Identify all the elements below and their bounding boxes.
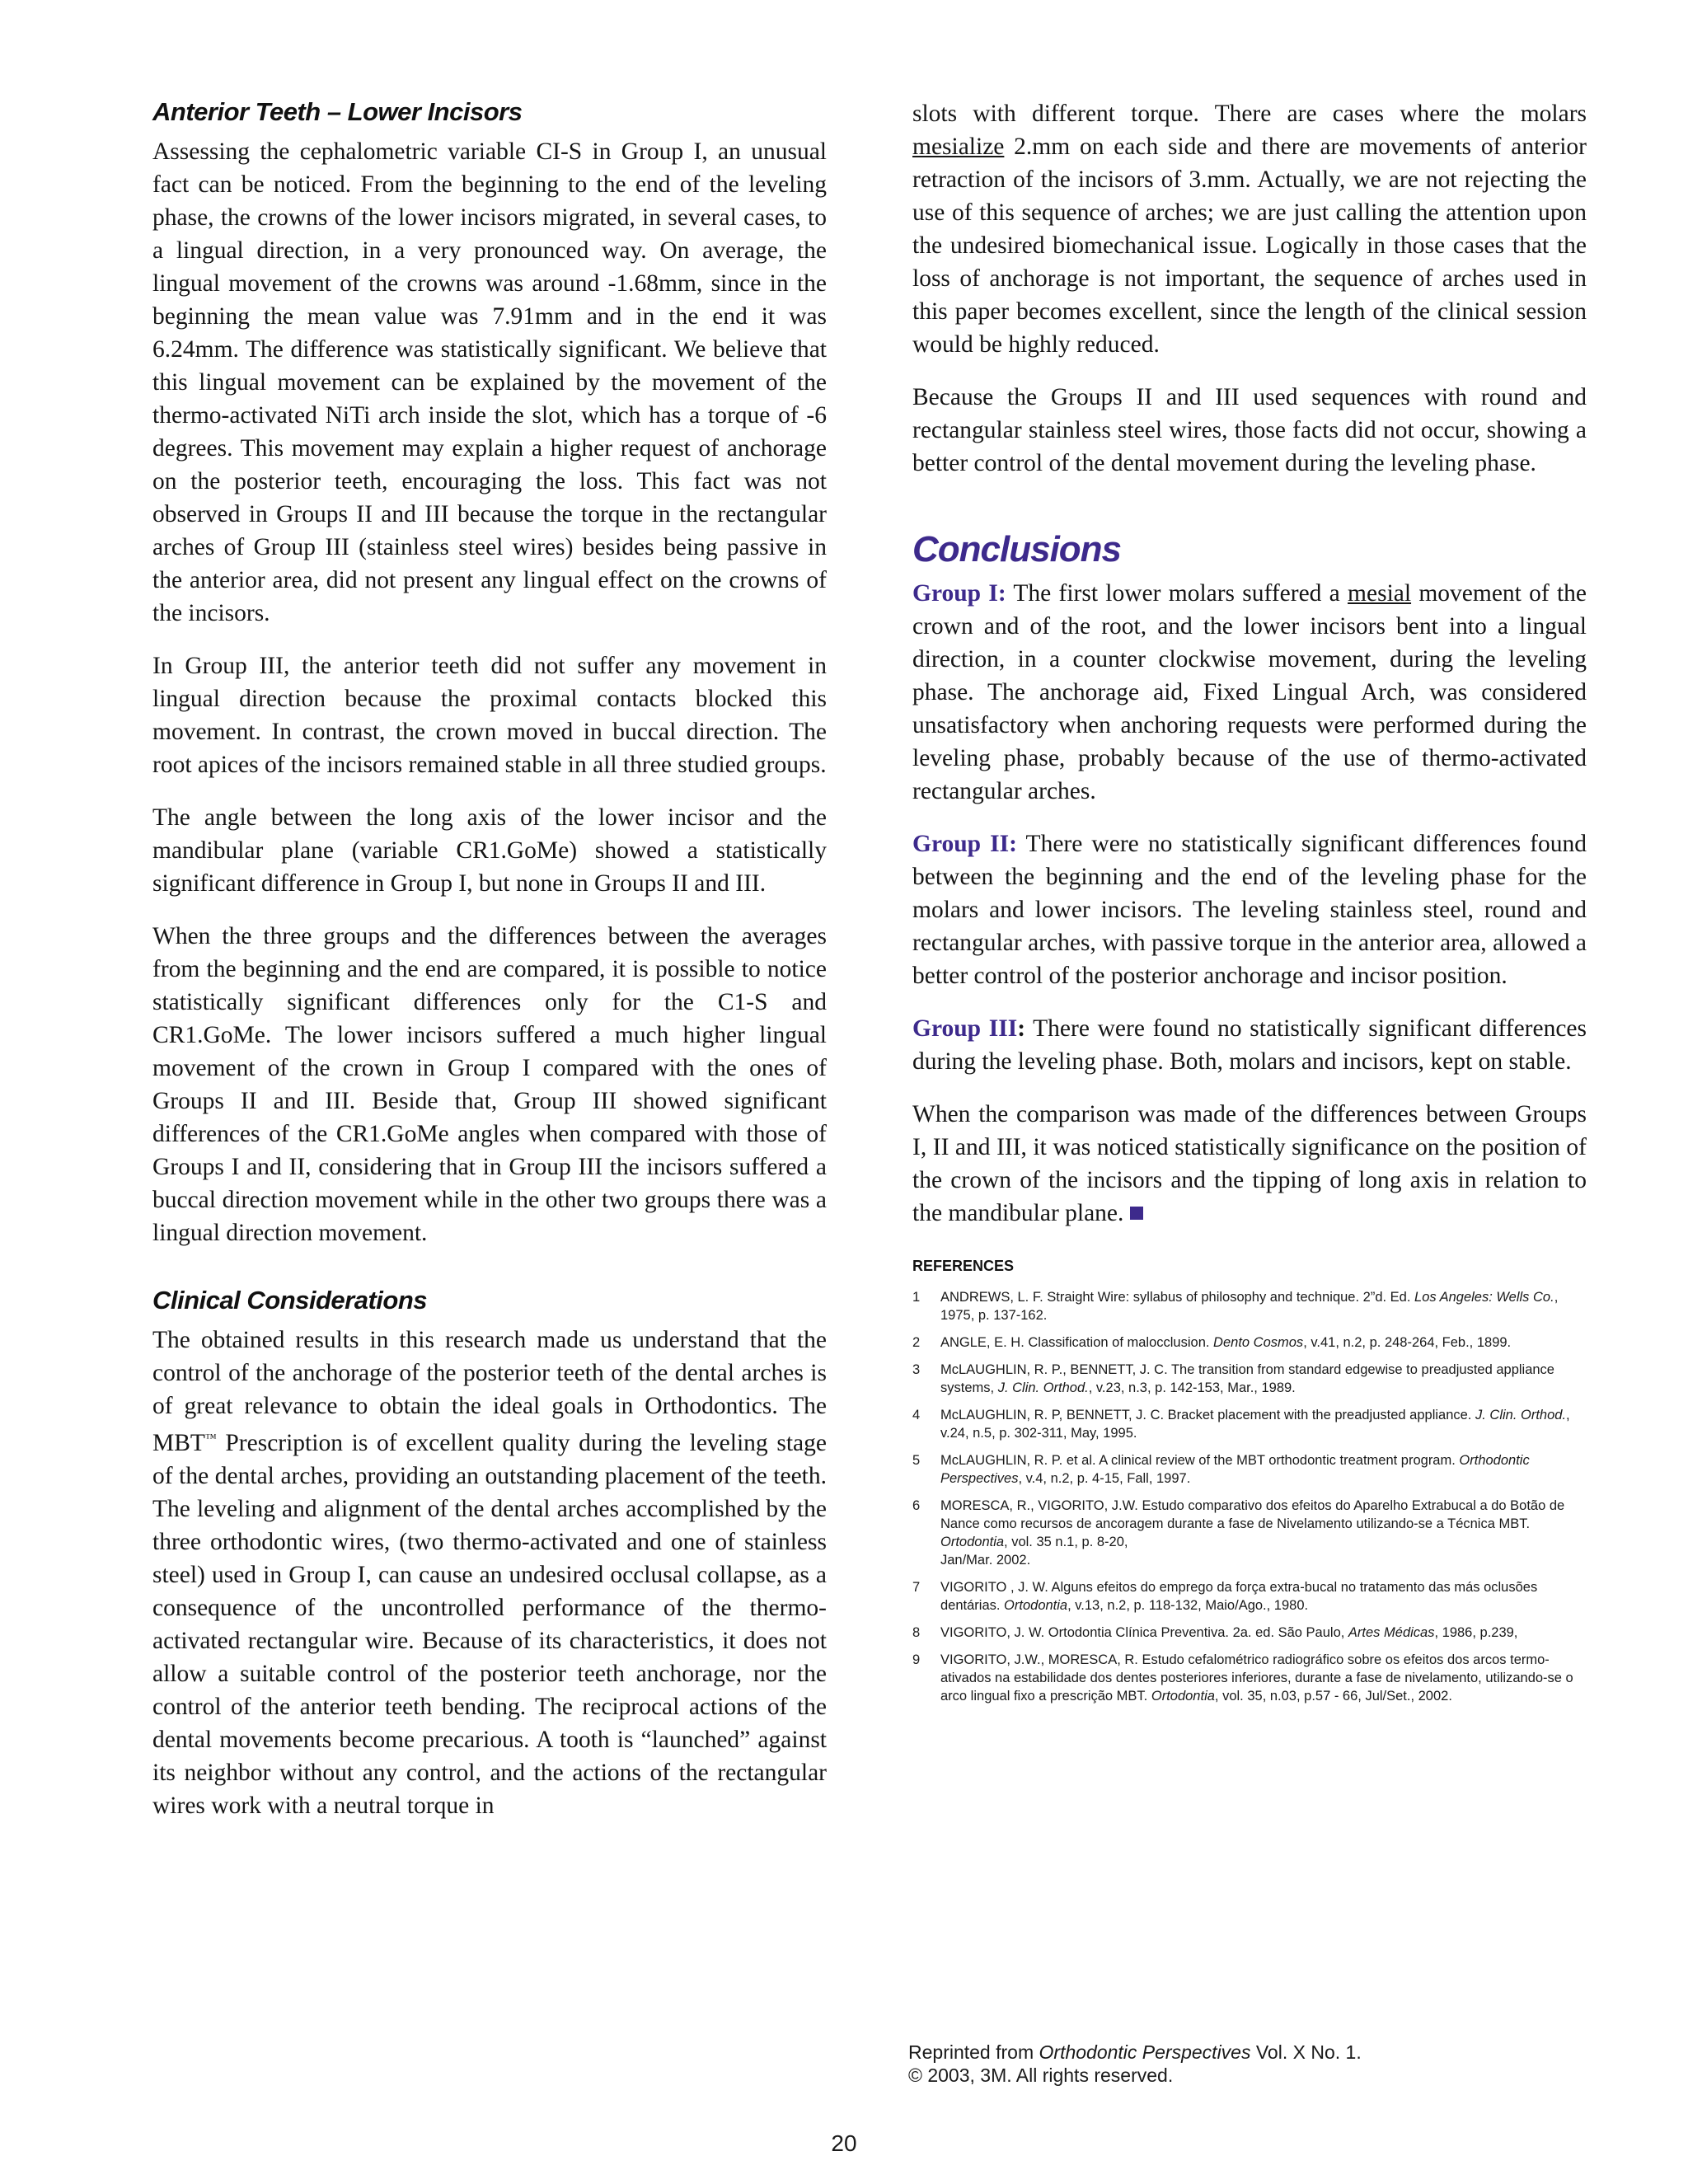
final-comparison-text: When the comparison was made of the differences between Groups I, II and III, it was noticed statistically significance on the position of the crown of the incisors and the tipping of long axis in relation to the mandibular plane. — [912, 1101, 1587, 1226]
group-iii-label: Group III — [912, 1015, 1018, 1042]
reference-item — [912, 1288, 1587, 1324]
reference-details: , vol. 35, n.03, p.57 - 66, Jul/Set., 2002. — [1214, 1689, 1452, 1704]
references-list — [912, 1288, 1587, 1705]
reference-item — [912, 1451, 1587, 1488]
group-iii-text: There were found no statistically significant differences during the leveling phase. Both, molars and incisors, kept on stable. — [912, 1015, 1587, 1075]
reference-source: Orthodontic Perspectives — [940, 1453, 1530, 1486]
page-number: 20 — [831, 2130, 857, 2156]
reference-item — [912, 1333, 1587, 1352]
paragraph-slots-torque — [912, 97, 1587, 361]
reprint-journal-title: Orthodontic Perspectives — [1039, 2041, 1251, 2063]
clinical-text-part-2: Prescription is of excellent quality during the leveling stage of the dental arches, providing an outstanding placement of the teeth. The leveling and alignment of the dental arches accomplished by the three orthodontic wires, (two thermo-activated and one of stainless steel) used in Group I, can cause an undesired occlusal collapse, as a consequence of the uncontrolled performance of the thermo-activated rectangular wire. Because of its characteristics, it does not allow a suitable control of the posterior teeth anchorage, nor the control of the anterior teeth bending. The reciprocal actions of the dental movements become precarious. A tooth is “launched” against its neighbor without any control, and the actions of the rectangular wires work with a neutral torque in — [152, 1429, 827, 1819]
reference-details-continued: Jan/Mar. 2002. — [940, 1553, 1031, 1568]
reference-details: , 1975, p. 137-162. — [940, 1290, 1559, 1323]
reprint-volume: Vol. X No. 1. — [1250, 2041, 1362, 2063]
reference-item — [912, 1497, 1587, 1569]
reference-number: 6 — [912, 1498, 921, 1513]
references-heading: REFERENCES — [912, 1258, 1015, 1274]
paragraph-group-comparison: When the three groups and the differences between the averages from the beginning and the end are compared, it is possible to notice statistically significant differences only for the C1-S and CR1.GoMe. The lower incisors suffered a much higher lingual movement of the crown in Group I compared with the ones of Groups II and III. Beside that, Group III showed significant differences of the CR1.GoMe angles when compared with those of Groups I and II, considering that in Group III the incisors suffered a buccal direction movement while in the other two groups there was a lingual direction movement. — [152, 923, 827, 1246]
reference-source: Dento Cosmos — [1213, 1335, 1304, 1350]
underlined-term-mesialize: mesialize — [912, 134, 1005, 160]
reference-number: 2 — [912, 1335, 921, 1350]
reference-item — [912, 1651, 1587, 1705]
reference-text — [940, 1624, 1587, 1642]
paragraph-clinical-considerations — [152, 1324, 827, 1822]
section-heading-clinical-considerations: Clinical Considerations — [152, 1286, 428, 1315]
reference-item — [912, 1624, 1587, 1642]
reference-item — [912, 1578, 1587, 1615]
reference-details: , 1986, p.239, — [1434, 1625, 1518, 1640]
reference-authors-title: McLAUGHLIN, R. P. et al. A clinical review of the MBT orthodontic treatment program. — [940, 1453, 1460, 1468]
reference-number: 5 — [912, 1453, 921, 1468]
references-section — [912, 1258, 1587, 1705]
reference-text — [940, 1406, 1587, 1442]
paragraph-angle-cr1-gome: The angle between the long axis of the lower incisor and the mandibular plane (variable CR1.GoMe) showed a statistically significant difference in Group I, but none in Groups II and III. — [152, 804, 827, 897]
reference-source: Ortodontia — [1151, 1689, 1215, 1704]
slots-text-part-1: slots with different torque. There are cases where the molars — [912, 101, 1587, 127]
reprint-prefix: Reprinted from — [908, 2041, 1039, 2063]
reference-text — [940, 1361, 1587, 1397]
reference-text — [940, 1333, 1587, 1352]
group-i-text-part-2: movement of the crown and of the root, and the lower incisors bent into a lingual direction, in a counter clockwise movement, during the leveling phase. The anchorage aid, Fixed Lingual Arch, was considered unsatisfactory when anchoring requests were performed during the leveling phase, probably because of the use of thermo-activated rectangular arches. — [912, 580, 1587, 804]
reference-details: , v.41, n.2, p. 248-264, Feb., 1899. — [1303, 1335, 1512, 1350]
reference-authors-title: McLAUGHLIN, R. P., BENNETT, J. C. The transition from standard edgewise to preadjusted appliance systems, — [940, 1362, 1554, 1395]
reprint-line — [908, 2041, 1362, 2064]
reference-text — [940, 1288, 1587, 1324]
slots-text-part-2: 2.mm on each side and there are movements of anterior retraction of the incisors of 3.mm. Actually, we are not rejecting the use of this sequence of arches; we are just calling the attention upon the undesired biomechanical issue. Logically in those cases that the loss of anchorage is not important, the sequence of arches used in this paper becomes excellent, since the length of the clinical session would be highly reduced. — [912, 134, 1587, 358]
reference-details: , v.24, n.5, p. 302-311, May, 1995. — [940, 1408, 1570, 1441]
paragraph-group-iii-anterior: In Group III, the anterior teeth did not suffer any movement in lingual direction because the proximal contacts blocked this movement. In contrast, the crown moved in buccal direction. The root apices of the incisors remained stable in all three studied groups. — [152, 653, 827, 778]
reference-text — [940, 1578, 1587, 1615]
reference-authors-title: VIGORITO, J. W. Ortodontia Clínica Preventiva. 2a. ed. São Paulo, — [940, 1625, 1348, 1640]
reference-authors-title: VIGORITO , J. W. Alguns efeitos do emprego da força extra-bucal no tratamento das más oclusões dentárias. — [940, 1580, 1538, 1613]
reference-number: 1 — [912, 1290, 921, 1305]
reference-authors-title: MORESCA, R., VIGORITO, J.W. Estudo comparativo dos efeitos do Aparelho Extrabucal a do Botão de Nance como recursos de ancoragem durante a fase de Nivelamento utilizando-se a Técnica MBT. — [940, 1498, 1565, 1531]
reference-source: Los Angeles: Wells Co. — [1414, 1290, 1554, 1305]
reference-text — [940, 1651, 1587, 1705]
paragraph-groups-ii-iii-wires: Because the Groups II and III used sequences with round and rectangular stainless steel wires, those facts did not occur, showing a better control of the dental movement during the leveling phase. — [912, 384, 1587, 476]
reference-details: , v.23, n.3, p. 142-153, Mar., 1989. — [1088, 1380, 1296, 1395]
reference-authors-title: McLAUGHLIN, R. P, BENNETT, J. C. Bracket placement with the preadjusted appliance. — [940, 1408, 1475, 1422]
reference-item — [912, 1361, 1587, 1397]
copyright-line: © 2003, 3M. All rights reserved. — [908, 2064, 1174, 2086]
reference-source: Artes Médicas — [1348, 1625, 1435, 1640]
reference-authors-title: ANGLE, E. H. Classification of malocclusion. — [940, 1335, 1214, 1350]
right-column — [912, 97, 1587, 1714]
left-column — [152, 97, 827, 1842]
group-i-label: Group I: — [912, 580, 1006, 607]
paragraph-group-i-conclusion — [912, 577, 1587, 808]
reference-text — [940, 1497, 1587, 1569]
paragraph-group-ii-conclusion — [912, 827, 1587, 992]
reference-number: 4 — [912, 1408, 921, 1422]
clinical-text-part-1: The obtained results in this research made us understand that the control of the anchorage of the posterior teeth of the dental arches is of great relevance to obtain the ideal goals in Orthodontics. The MBT — [152, 1327, 827, 1456]
reference-item — [912, 1406, 1587, 1442]
reprint-credit — [908, 2041, 1362, 2087]
paragraph-final-comparison — [912, 1098, 1587, 1230]
reference-source: Ortodontia — [1004, 1598, 1068, 1613]
reference-authors-title: ANDREWS, L. F. Straight Wire: syllabus of philosophy and technique. 2”d. Ed. — [940, 1290, 1415, 1305]
section-heading-anterior-teeth: Anterior Teeth – Lower Incisors — [152, 97, 523, 126]
reference-source: J. Clin. Orthod. — [1475, 1408, 1567, 1422]
reference-number: 3 — [912, 1362, 921, 1377]
reference-source: J. Clin. Orthod. — [997, 1380, 1089, 1395]
reference-number: 7 — [912, 1580, 921, 1595]
group-ii-label: Group II: — [912, 831, 1017, 857]
reference-details: , v.13, n.2, p. 118-132, Maio/Ago., 1980. — [1067, 1598, 1309, 1613]
reference-source: Ortodontia — [940, 1535, 1005, 1549]
reference-text — [940, 1451, 1587, 1488]
trademark-symbol: ™ — [204, 1432, 217, 1445]
underlined-term-mesial: mesial — [1348, 580, 1412, 607]
conclusions-heading: Conclusions — [912, 529, 1122, 569]
reference-number: 9 — [912, 1652, 921, 1667]
reference-details: , v.4, n.2, p. 4-15, Fall, 1997. — [1018, 1471, 1191, 1486]
group-iii-colon: : — [1017, 1015, 1026, 1042]
reference-details: , vol. 35 n.1, p. 8-20, — [1004, 1535, 1128, 1549]
end-of-article-square-icon — [1130, 1207, 1143, 1220]
reference-number: 8 — [912, 1625, 921, 1640]
group-i-text-part-1: The first lower molars suffered a — [1006, 580, 1348, 607]
paragraph-lingual-movement: Assessing the cephalometric variable CI-S in Group I, an unusual fact can be noticed. From the beginning to the end of the leveling phase, the crowns of the lower incisors migrated, in several cases, to a lingual direction, in a very pronounced way. On average, the lingual movement of the crowns was around -1.68mm, since in the beginning the mean value was 7.91mm and in the end it was 6.24mm. The difference was statistically significant. We believe that this lingual movement can be explained by the movement of the thermo-activated NiTi arch inside the slot, which has a torque of -6 degrees. This movement may explain a higher request of anchorage on the posterior teeth, encouraging the loss. This fact was not observed in Groups II and III because the torque in the rectangular arches of Group III (stainless steel wires) besides being passive in the anterior area, did not present any lingual effect on the crowns of the incisors. — [152, 138, 827, 626]
group-ii-text: There were no statistically significant differences found between the beginning and the end of the leveling phase for the molars and lower incisors. The leveling stainless steel, round and rectangular arches, with passive torque in the anterior area, allowed a better control of the posterior anchorage and incisor position. — [912, 831, 1587, 989]
paragraph-group-iii-conclusion — [912, 1012, 1587, 1078]
reference-authors-title: VIGORITO, J.W., MORESCA, R. Estudo cefalométrico radiográfico sobre os efeitos dos arcos termo-ativados na estabilidade dos dentes posteriores inferiores, durante a fase de nivelamento, utilizando-se o arco lingual fixo a prescrição MBT. — [940, 1652, 1573, 1704]
